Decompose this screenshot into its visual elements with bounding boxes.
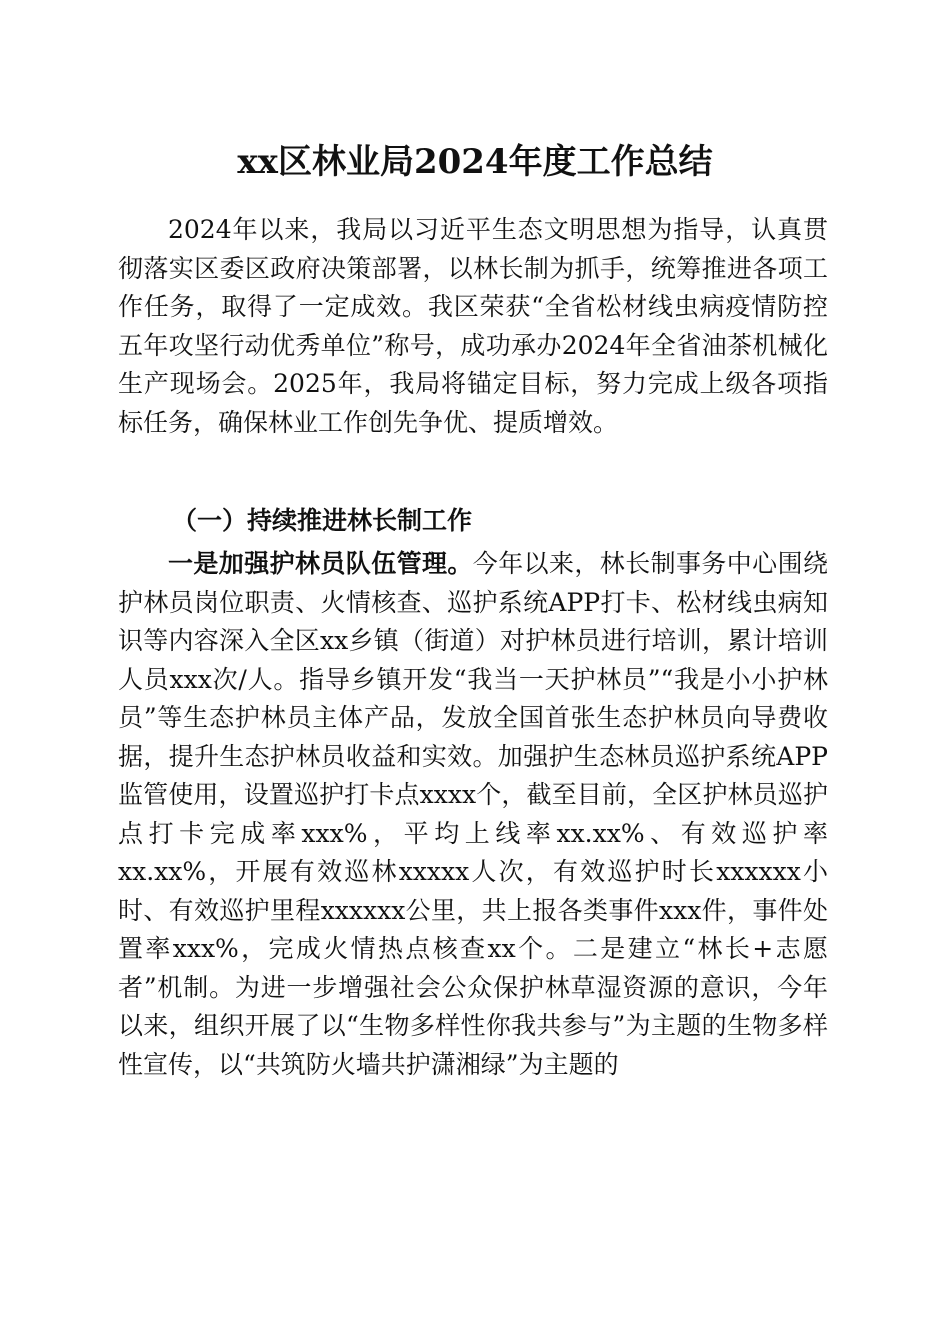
section-heading: （一）持续推进林长制工作 bbox=[172, 506, 473, 535]
section-paragraph bbox=[118, 545, 828, 1084]
paragraph-lead: 一是加强护林员队伍管理。 bbox=[168, 549, 473, 578]
intro-paragraph: 2024年以来，我局以习近平生态文明思想为指导，认真贯彻落实区委区政府决策部署，以林长制为抓手，统筹推进各项工作任务，取得了一定成效。我区荣获“全省松材线虫病疫情防控五年攻坚行动优秀单位”称号，成功承办2024年全省油茶机械化生产现场会。2025年，我局将锚定目标，努力完成上级各项指标任务，确保林业工作创先争优、提质增效。 bbox=[118, 215, 828, 437]
paragraph-body: 今年以来，林长制事务中心围绕护林员岗位职责、火情核查、巡护系统APP打卡、松材线虫病知识等内容深入全区xx乡镇（街道）对护林员进行培训，累计培训人员xxx次/人。指导乡镇开发“我当一天护林员”“我是小小护林员”等生态护林员主体产品，发放全国首张生态护林员向导费收据，提升生态护林员收益和实效。加强护生态林员巡护系统APP监管使用，设置巡护打卡点xxxx个，截至目前，全区护林员巡护点打卡完成率xxx%，平均上线率xx.xx%、有效巡护率xx.xx%，开展有效巡林xxxxx人次，有效巡护时长xxxxxx小时、有效巡护里程xxxxxx公里，共上报各类事件xxx件，事件处置率xxx%，完成火情热点核查xx个。二是建立“林长+志愿者”机制。为进一步增强社会公众保护林草湿资源的意识，今年以来，组织开展了以“生物多样性你我共参与”为主题的生物多样性宣传，以“共筑防火墙共护潇湘绿”为主题的 bbox=[118, 549, 828, 1079]
document-title: xx区林业局2024年度工作总结 bbox=[237, 142, 713, 182]
